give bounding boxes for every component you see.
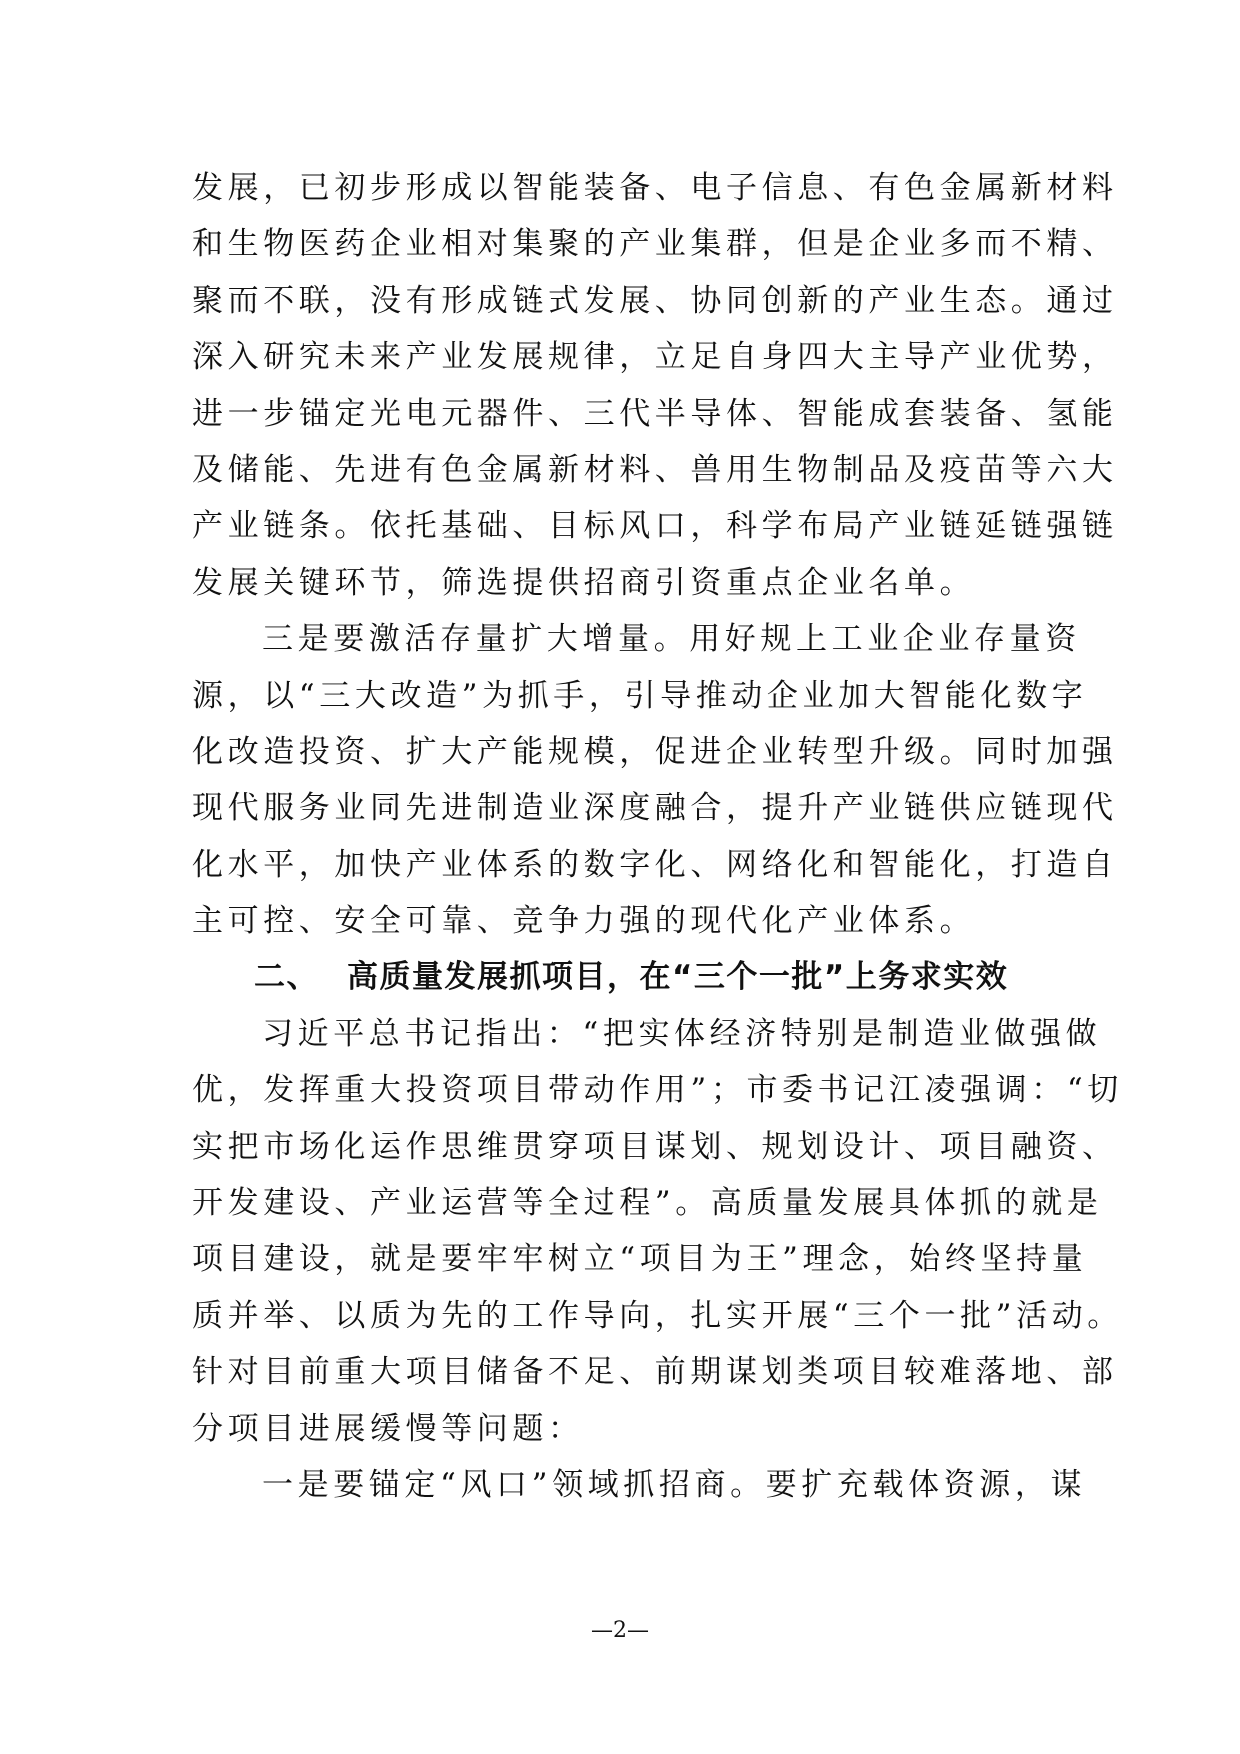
paragraph-line: 产业链条。依托基础、目标风口，科学布局产业链延链强链 <box>192 508 1118 545</box>
paragraph-line: 化改造投资、扩大产能规模，促进企业转型升级。同时加强 <box>192 733 1118 770</box>
paragraph-line: 习近平总书记指出：“把实体经济特别是制造业做强做 <box>262 1015 1102 1052</box>
paragraph-line: 发展关键环节，筛选提供招商引资重点企业名单。 <box>192 564 976 601</box>
section-title: 高质量发展抓项目，在“三个一批”上务求实效 <box>347 959 1009 996</box>
paragraph-line: 源，以“三大改造”为抓手，引导推动企业加大智能化数字 <box>192 677 1088 714</box>
body-text <box>192 160 1123 1513</box>
paragraph-line: 化水平，加快产业体系的数字化、网络化和智能化，打造自 <box>192 846 1118 883</box>
paragraph-line: 开发建设、产业运营等全过程”。高质量发展具体抓的就是 <box>192 1185 1103 1222</box>
paragraph-line: 三是要激活存量扩大增量。用好规上工业企业存量资 <box>262 621 1081 658</box>
section-heading <box>192 949 1050 1005</box>
paragraph-line: 聚而不联，没有形成链式发展、协同创新的产业生态。通过 <box>192 282 1118 319</box>
page-number: —2— <box>591 1618 649 1643</box>
paragraph-line: 一是要锚定“风口”领域抓招商。要扩充载体资源，谋 <box>262 1466 1087 1503</box>
paragraph-line: 及储能、先进有色金属新材料、兽用生物制品及疫苗等六大 <box>192 451 1118 488</box>
paragraph-line: 现代服务业同先进制造业深度融合，提升产业链供应链现代 <box>192 790 1118 827</box>
section-number: 二、 <box>254 959 319 996</box>
paragraph-line: 和生物医药企业相对集聚的产业集群，但是企业多而不精、 <box>192 226 1118 263</box>
paragraph-line: 深入研究未来产业发展规律，立足自身四大主导产业优势， <box>192 339 1118 376</box>
paragraph-line: 质并举、以质为先的工作导向，扎实开展“三个一批”活动。 <box>192 1297 1123 1334</box>
paragraph-line: 针对目前重大项目储备不足、前期谋划类项目较难落地、部 <box>192 1354 1118 1391</box>
paragraph-line: 发展，已初步形成以智能装备、电子信息、有色金属新材料 <box>192 170 1118 206</box>
paragraph-line: 分项目进展缓慢等问题： <box>192 1410 584 1447</box>
paragraph-line: 实把市场化运作思维贯穿项目谋划、规划设计、项目融资、 <box>192 1128 1118 1165</box>
paragraph-line: 主可控、安全可靠、竞争力强的现代化产业体系。 <box>192 903 976 940</box>
paragraph-line: 优，发挥重大投资项目带动作用”；市委书记江凌强调：“切 <box>192 1072 1123 1109</box>
paragraph-line: 项目建设，就是要牢牢树立“项目为王”理念，始终坚持量 <box>192 1241 1088 1278</box>
paragraph-line: 进一步锚定光电元器件、三代半导体、智能成套装备、氢能 <box>192 395 1118 432</box>
